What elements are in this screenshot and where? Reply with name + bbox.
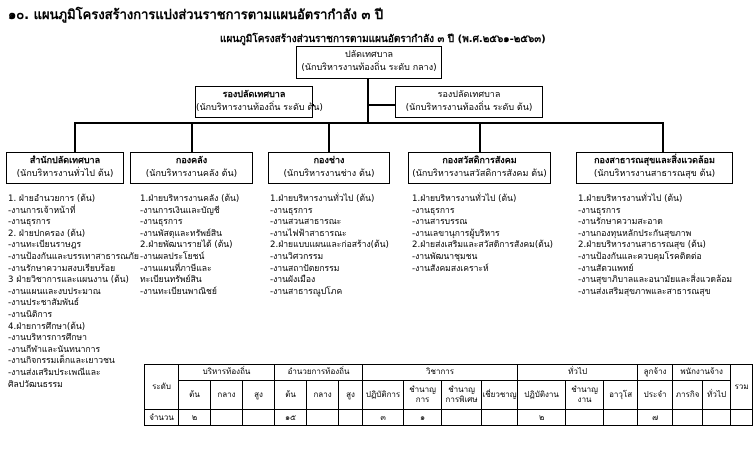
table-cell: ๓ [363, 410, 404, 426]
list-item: -งานธุรการ [140, 217, 183, 228]
table-cell: ๗ [638, 410, 673, 426]
staffing-table [144, 364, 753, 426]
list-item: -งานรักษาความสงบเรียบร้อย [8, 263, 116, 274]
box-title: รองปลัดเทศบาล [437, 90, 501, 100]
list-item: -งานส่งเสริมสุขภาพและสาธารณสุข [578, 286, 711, 297]
box-subtitle: (นักบริหารงานท้องถิ่น ระดับ กลาง) [301, 63, 437, 73]
list-item: -งานนิติการ [8, 309, 53, 320]
box-subtitle: (นักบริหารงานสาธารณสุข ต้น) [593, 169, 716, 179]
list-item: -งานสังคมสงเคราะห์ [412, 263, 489, 274]
division-box-office [6, 152, 124, 184]
list-item: -งานพัสดุและทรัพย์สิน [140, 228, 223, 239]
box-title: กองคลัง [175, 156, 208, 166]
list-item: 2.ฝ่ายส่งเสริมและสวัสดิการสังคม(ต้น) [412, 240, 553, 251]
table-sub-header: ชำนาญการ [404, 380, 442, 410]
list-item: 1.ฝ่ายบริหารงานทั่วไป (ต้น) [578, 194, 683, 204]
list-item: 1.ฝ่ายบริหารงานทั่วไป (ต้น) [412, 194, 517, 204]
connector-line [662, 122, 664, 152]
table-sub-header: เชี่ยวชาญ [482, 380, 518, 410]
box-subtitle: (นักบริหารงานทั่วไป ต้น) [16, 169, 114, 179]
table-cell: ๑๕ [275, 410, 307, 426]
box-title: กองช่าง [313, 156, 345, 166]
list-item: 2.ฝ่ายพัฒนารายได้ (ต้น) [140, 240, 233, 251]
table-sub-header: ประจำ [638, 380, 673, 410]
list-item: -งานส่งเสริมประเพณีและ [8, 367, 101, 378]
connector-line [191, 122, 193, 152]
table-group-header: วิชาการ [363, 365, 518, 381]
list-item: -งานป้องกันและควบคุมโรคติดต่อ [578, 251, 702, 262]
table-sub-header: ชำนาญการพิเศษ [442, 380, 482, 410]
list-item: -งานแผนที่ภาษีและ [140, 263, 212, 274]
table-sub-header: สูง [243, 380, 275, 410]
table-header-level: ระดับ [145, 365, 179, 410]
table-sub-header: อาวุโส [604, 380, 638, 410]
list-item: -งานพัฒนาชุมชน [412, 251, 478, 262]
connector-line [479, 122, 481, 152]
box-subtitle: (นักบริหารงานสวัสดิการสังคม ต้น) [412, 169, 547, 179]
division-box-finance [130, 152, 253, 184]
list-item: -งานสัตวแพทย์ [578, 263, 634, 274]
list-item: -งานกองทุนหลักประกันสุขภาพ [578, 228, 692, 239]
list-item: -งานผังเมือง [270, 275, 316, 286]
table-sub-header: กลาง [211, 380, 243, 410]
table-sub-header: ปฏิบัติการ [363, 380, 404, 410]
box-title: รองปลัดเทศบาล [222, 90, 286, 100]
table-group-header: ลูกจ้าง [638, 365, 673, 381]
table-sub-header: ทั่วไป [703, 380, 731, 410]
page-title: ๑๐. แผนภูมิโครงสร้างการแบ่งส่วนราชการตามแผนอัตรากำลัง ๓ ปี [8, 8, 384, 23]
list-item: -งานรักษาความสะอาด [578, 217, 663, 228]
list-item: 1. ฝ่ายอำนวยการ (ต้น) [8, 194, 96, 204]
table-cell: ๒ [518, 410, 566, 426]
list-item: -งานไฟฟ้าสาธารณะ [270, 228, 347, 239]
list-item: -งานวิศวกรรม [270, 251, 324, 262]
list-item: 1.ฝ่ายบริหารงานคลัง (ต้น) [140, 194, 240, 204]
list-item: -งานผลประโยชน์ [140, 251, 205, 262]
list-item: -งานสุขาภิบาลและอนามัยและสิ่งแวดล้อม [578, 275, 733, 286]
table-sub-header: ชำนาญงาน [566, 380, 604, 410]
list-item: -งานการเงินและบัญชี [140, 205, 220, 216]
list-item: 4.ฝ่ายการศึกษา(ต้น) [8, 321, 86, 332]
table-sub-header: สูง [339, 380, 363, 410]
box-subtitle: (นักบริหารงานท้องถิ่น ระดับ ต้น) [196, 103, 323, 113]
list-item: -งานเลขานุการผู้บริหาร [412, 228, 500, 239]
list-item: -งานการเจ้าหน้าที่ [8, 205, 76, 216]
table-cell [211, 410, 243, 426]
box-title: กองสาธารณสุขและสิ่งแวดล้อม [594, 156, 715, 166]
list-item: -งานป้องกันและบรรเทาสาธารณภัย [8, 251, 139, 262]
connector-line [74, 122, 662, 124]
table-group-header: รวม [731, 365, 753, 410]
box-title: สำนักปลัดเทศบาล [29, 156, 101, 166]
table-cell [703, 410, 731, 426]
list-item: 2. ฝ่ายปกครอง (ต้น) [8, 228, 86, 239]
list-item: -งานกีฬาและนันทนาการ [8, 344, 101, 355]
mayor-clerk-box [296, 46, 442, 79]
connector-line [74, 122, 76, 152]
list-item: ศิลปวัฒนธรรม [8, 379, 63, 390]
table-cell [731, 410, 753, 426]
table-sub-header: ปฏิบัติงาน [518, 380, 566, 410]
list-item: 1.ฝ่ายบริหารงานทั่วไป (ต้น) [270, 194, 375, 204]
list-item: -งานแผนและงบประมาณ [8, 286, 101, 297]
table-group-header: พนักงานจ้าง [673, 365, 731, 381]
table-cell: ๑ [404, 410, 442, 426]
table-cell [566, 410, 604, 426]
list-item: -งานประชาสัมพันธ์ [8, 298, 80, 309]
table-group-header: อำนวยการท้องถิ่น [275, 365, 363, 381]
division-box-engineering [268, 152, 390, 184]
list-item: -งานธุรการ [412, 205, 455, 216]
division-list-health [578, 194, 732, 298]
list-item: -งานสาธารณูปโภค [270, 286, 343, 297]
list-item: -งานสถาปัตยกรรม [270, 263, 340, 274]
table-sub-header: กลาง [307, 380, 339, 410]
table-sub-header: ต้น [179, 380, 211, 410]
list-item: -งานกิจกรรมเด็กและเยาวชน [8, 356, 115, 367]
deputy-box-right [395, 86, 543, 118]
box-subtitle: (นักบริหารงานช่าง ต้น) [283, 169, 375, 179]
chart-subtitle: แผนภูมิโครงสร้างส่วนราชการตามแผนอัตรากำลัง ๓ ปี (พ.ศ.๒๕๖๑-๒๕๖๓) [220, 34, 546, 45]
box-subtitle: (นักบริหารงานท้องถิ่น ระดับ ต้น) [405, 103, 533, 113]
table-row-label: จำนวน [145, 410, 179, 426]
division-box-health [576, 152, 733, 184]
table-group-header: บริหารท้องถิ่น [179, 365, 275, 381]
table-cell [673, 410, 703, 426]
list-item: ทะเบียนทรัพย์สิน [140, 275, 202, 286]
list-item: -งานสวนสาธารณะ [270, 217, 342, 228]
table-cell [339, 410, 363, 426]
list-item: -งานธุรการ [578, 205, 621, 216]
box-title: กองสวัสดิการสังคม [442, 156, 517, 166]
connector-line [328, 122, 330, 152]
division-box-welfare [408, 152, 551, 184]
connector-line [367, 79, 369, 122]
table-sub-header: ภารกิจ [673, 380, 703, 410]
table-cell [307, 410, 339, 426]
list-item: 3 ฝ่ายวิชาการและแผนงาน (ต้น) [8, 275, 129, 286]
connector-line [367, 104, 395, 106]
division-list-welfare [412, 194, 553, 275]
table-cell [442, 410, 482, 426]
table-group-header: ทั่วไป [518, 365, 638, 381]
list-item: 2.ฝ่ายบริหารงานสาธารณสุข (ต้น) [578, 240, 706, 251]
table-cell [604, 410, 638, 426]
table-sub-header: ต้น [275, 380, 307, 410]
list-item: -งานบริหารการศึกษา [8, 333, 87, 344]
list-item: -งานทะเบียนราษฎร [8, 240, 82, 251]
table-cell [482, 410, 518, 426]
box-title: ปลัดเทศบาล [344, 50, 394, 60]
list-item: -งานธุรการ [8, 217, 51, 228]
box-subtitle: (นักบริหารงานคลัง ต้น) [145, 169, 238, 179]
table-cell: ๒ [179, 410, 211, 426]
division-list-office [8, 194, 139, 391]
division-list-finance [140, 194, 239, 298]
deputy-box-left [195, 86, 323, 118]
list-item: -งานสารบรรณ [412, 217, 468, 228]
list-item: 2.ฝ่ายแบบแผนและก่อสร้าง(ต้น) [270, 240, 389, 251]
list-item: -งานธุรการ [270, 205, 313, 216]
list-item: -งานทะเบียนพาณิชย์ [140, 286, 217, 297]
table-cell [243, 410, 275, 426]
division-list-engineering [270, 194, 389, 298]
